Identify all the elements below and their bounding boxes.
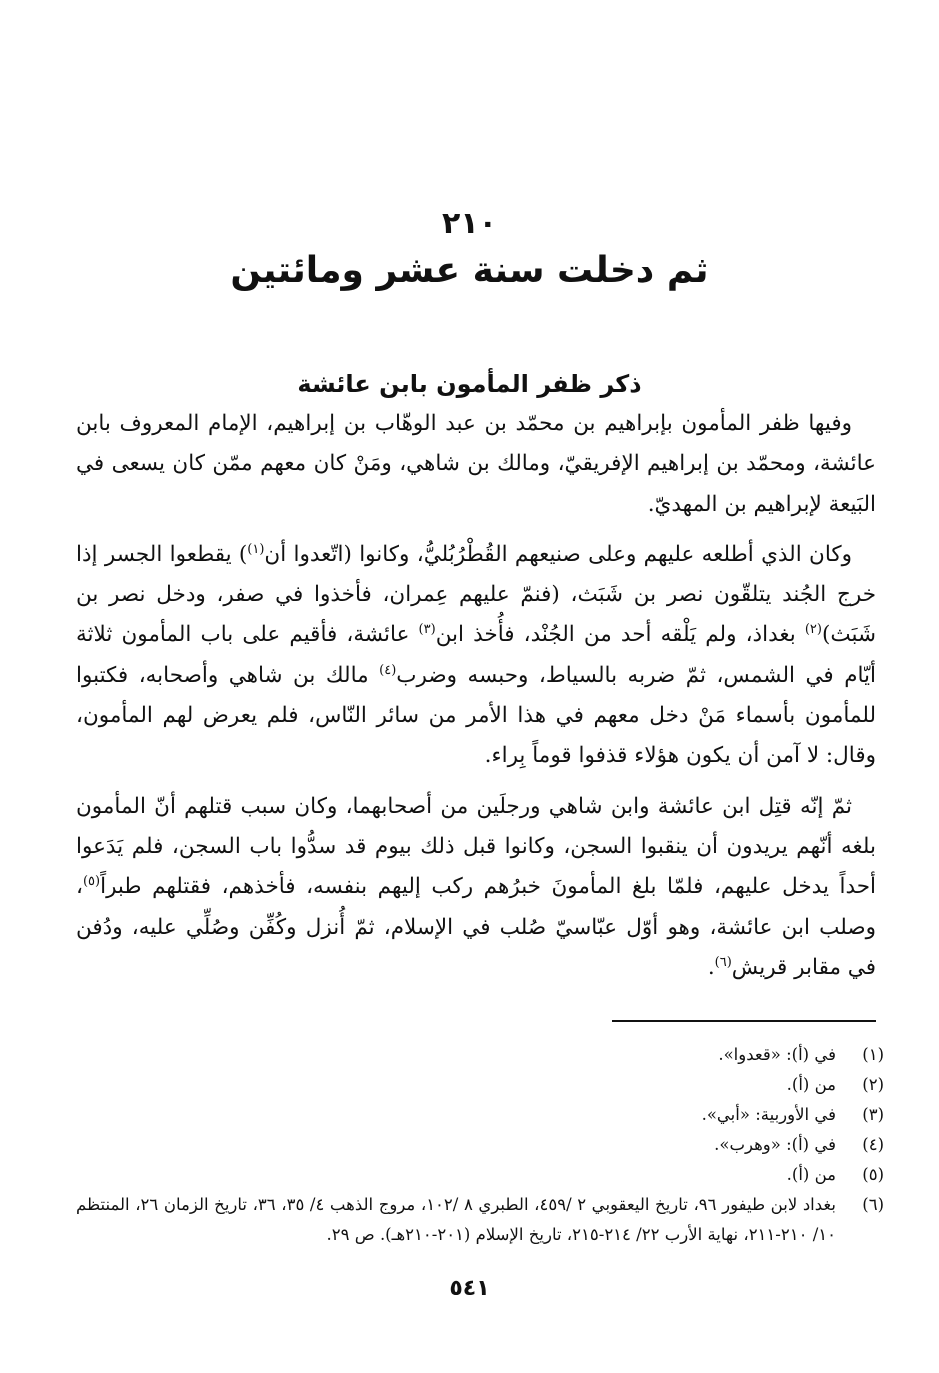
footnote-text: في الأوربية: «أبي». — [701, 1105, 836, 1124]
footnote-reference[interactable]: (٢) — [804, 622, 822, 638]
paragraph — [76, 787, 876, 988]
footnote-text: بغداد لابن طيفور ٩٦، تاريخ اليعقوبي ٢ /٤٥٩، الطبري ٨ /١٠٢، مروج الذهب ٤/ ٣٥، ٣٦، تاريخ الزمان ٢٦، المنتظم ١٠/ ٢١٠-٢١١، نهاية الأرب ٢٢/ ٢١٤-٢١٥، تاريخ الإسلام (٢٠١-٢١٠هـ). ص ٢٩. — [76, 1195, 836, 1244]
paragraph-text: مالك بن شاهي وأصحابه، فكتبوا للمأمون بأسماء مَنْ دخل معهم في هذا الأمر من سائر النّاس، فلم يعرض لهم المأمون، وقال: لا آمن أن يكون هؤلاء قذفوا قوماً بِراء. — [76, 662, 876, 769]
footnote — [76, 1100, 884, 1130]
footnote — [76, 1160, 884, 1190]
paragraph-text: بغداذ، ولم يَلْقه أحد من الجُنْد، فأُخذ ابن — [435, 622, 805, 648]
footnote-reference[interactable]: (٤) — [379, 662, 397, 678]
section-heading: ذكر ظفر المأمون بابن عائشة — [297, 370, 642, 398]
chapter-title: ثم دخلت سنة عشر ومائتين — [230, 250, 709, 291]
footnote-number: (٥) — [862, 1165, 884, 1184]
paragraph-text: ثمّ إنّه قتِل ابن عائشة وابن شاهي ورجلَين من أصحابهما، وكان سبب قتلهم أنّ المأمون بلغه أنّهم يريدون أن ينقبوا السجن، وكانوا قبل ذلك بيوم قد سدُّوا باب السجن، فلم يَدَعوا أحداً يدخل عليهم، فلمّا بلغ المأمونَ خبرُهم ركب إليهم بنفسه، فأخذهم، فقتلهم طبراً — [76, 793, 876, 900]
paragraph — [76, 535, 876, 777]
paragraph-text: عائشة، فأقيم على باب المأمون ثلاثة أيّام في الشمس، ثمّ ضربه بالسياط، وحبسه وضرب — [76, 622, 877, 688]
footnote-text: في (أ): «قعدوا». — [718, 1045, 836, 1064]
paragraph-text: وفيها ظفر المأمون بإبراهيم بن محمّد بن عبد الوهّاب بن إبراهيم، الإمام المعروف بابن عائشة، ومحمّد بن إبراهيم الإفريقيّ، ومالك بن شاهي، ومَنْ كان معهم ممّن كان يسعى في البَيعة لإبراهيم بن المهديّ. — [76, 411, 876, 517]
footnote-number: (٤) — [862, 1135, 884, 1154]
footnote-divider — [612, 1020, 876, 1022]
footnote-number: (٦) — [862, 1195, 884, 1214]
year-number: ٢١٠ — [442, 206, 497, 241]
footnote-number: (٣) — [862, 1105, 884, 1124]
footnotes — [76, 1040, 884, 1250]
footnote-text: في (أ): «وهرب». — [714, 1135, 836, 1154]
footnote-reference[interactable]: (١) — [247, 541, 265, 557]
footnote-reference[interactable]: (٦) — [714, 954, 732, 970]
paragraph-text: وكان الذي أطلعه عليهم وعلى صنيعهم القُطْرُبُليُّ، وكانوا (اتّعدوا أن — [264, 541, 852, 567]
footnote — [76, 1190, 884, 1250]
footnote — [76, 1070, 884, 1100]
footnote-text: من (أ). — [786, 1165, 836, 1184]
footnote — [76, 1130, 884, 1160]
paragraph — [76, 404, 876, 525]
paragraph-text: ) يقطعوا الجسر إذا خرج الجُند يتلقّون نصر بن شَبَث، (فنمّ عليهم عِمران، فأخذوا في صفر، ودخل نصر بن شَبَث) — [76, 541, 876, 648]
footnote-text: من (أ). — [786, 1075, 836, 1094]
page-number: ٥٤١ — [449, 1276, 490, 1301]
body-text — [76, 404, 876, 988]
footnote-reference[interactable]: (٥) — [82, 874, 101, 890]
paragraph-text: . — [707, 954, 715, 980]
footnote — [76, 1040, 884, 1070]
paragraph-text: ، وصلب ابن عائشة، وهو أوّل عبّاسيّ صُلب في الإسلام، ثمّ أُنزل وكُفِّن وصُلِّي عليه، ودُفن في مقابر قريش — [76, 874, 876, 980]
footnote-reference[interactable]: (٣) — [418, 622, 436, 638]
footnote-number: (١) — [862, 1045, 884, 1064]
footnote-number: (٢) — [862, 1075, 884, 1094]
